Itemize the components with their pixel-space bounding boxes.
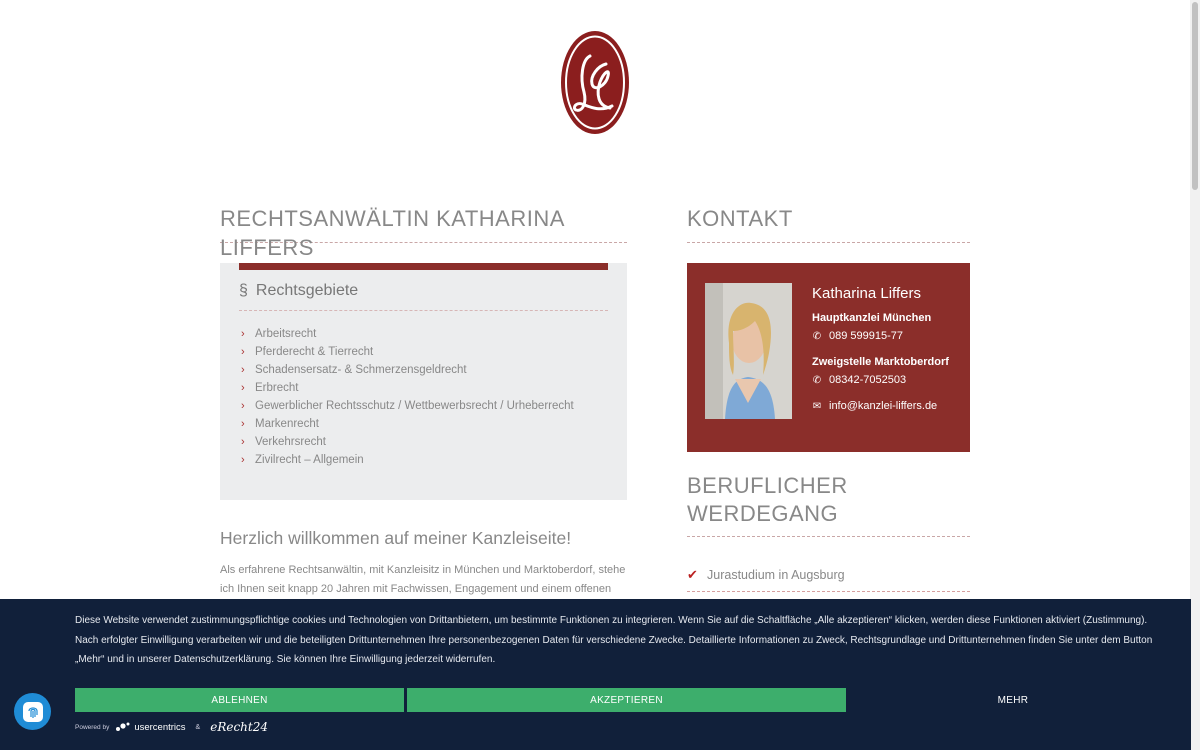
chevron-right-icon: › [241, 436, 245, 448]
contact-title: KONTAKT [687, 205, 970, 243]
portrait-photo [705, 283, 792, 419]
practice-area-item[interactable] [239, 433, 608, 451]
main-column [220, 205, 627, 618]
practice-area-label[interactable]: Pferderecht & Tierrecht [255, 346, 374, 358]
practice-area-label[interactable]: Schadensersatz- & Schmerzensgeldrecht [255, 364, 467, 376]
phone-icon: ✆ [812, 330, 822, 342]
chevron-right-icon: › [241, 382, 245, 394]
checkmark-icon: ✔ [687, 567, 698, 582]
practice-area-item[interactable] [239, 379, 608, 397]
chevron-right-icon: › [241, 328, 245, 340]
phone-icon: ✆ [812, 374, 822, 386]
ampersand: & [195, 723, 201, 731]
practice-area-item[interactable] [239, 451, 608, 469]
chevron-right-icon: › [241, 400, 245, 412]
practice-areas-heading [239, 270, 608, 311]
usercentrics-icon [115, 722, 131, 732]
practice-area-item[interactable] [239, 415, 608, 433]
page-title: RECHTSANWÄLTIN KATHARINA LIFFERS [220, 205, 627, 243]
practice-area-item[interactable] [239, 325, 608, 343]
career-item [687, 567, 970, 592]
chevron-right-icon: › [241, 418, 245, 430]
office1-phone[interactable]: 089 599915-77 [829, 330, 904, 342]
practice-areas-box [220, 263, 627, 500]
practice-area-item[interactable] [239, 397, 608, 415]
practice-area-label[interactable]: Erbrecht [255, 382, 299, 394]
email-link[interactable]: info@kanzlei-liffers.de [829, 400, 938, 412]
practice-area-item[interactable] [239, 361, 608, 379]
decline-button[interactable]: ABLEHNEN [75, 688, 404, 712]
accept-button[interactable]: AKZEPTIEREN [407, 688, 846, 712]
contact-name: Katharina Liffers [812, 285, 921, 302]
email-row[interactable] [812, 400, 952, 412]
welcome-heading: Herzlich willkommen auf meiner Kanzleiseite! [220, 528, 572, 548]
chevron-right-icon: › [241, 364, 245, 376]
practice-areas-list [239, 325, 608, 469]
contact-card [687, 263, 970, 452]
practice-area-label[interactable]: Markenrecht [255, 418, 319, 430]
cookie-text: Diese Website verwendet zustimmungspflichtige cookies und Technologien von Drittanbietern, um bestimmte Funktionen zu integrieren. Wenn Sie auf die Schaltfläche „Alle akzeptieren“ klicken, werden diese Funktionen aktiviert (Zustimmung). Nach erfolgter Einwilligung verarbeiten wir und die beteiligten Drittunternehmen Ihre personenbezogenen Daten für verschiedene Zwecke. Detaillierte Informationen zu Zweck, Rechtsgrundlage und Drittunternehmen finden Sie unter dem Button „Mehr“ und in unserer Datenschutzerklärung. Sie können Ihre Einwilligung jederzeit widerrufen. [75, 615, 1153, 665]
practice-area-item[interactable] [239, 343, 608, 361]
office1-label: Hauptkanzlei München [812, 312, 932, 324]
paragraph-icon: § [239, 282, 248, 299]
office2-phone[interactable]: 08342-7052503 [829, 374, 907, 386]
chevron-right-icon: › [241, 346, 245, 358]
office2-label: Zweigstelle Marktoberdorf [812, 356, 949, 368]
practice-area-label[interactable]: Verkehrsrecht [255, 436, 326, 448]
career-item-label: Jurastudium in Augsburg [707, 568, 845, 582]
office2-phone-row[interactable] [812, 374, 952, 386]
sidebar-column [687, 205, 970, 592]
privacy-settings-button[interactable] [14, 693, 51, 730]
career-title: BERUFLICHER WERDEGANG [687, 472, 970, 537]
practice-area-label[interactable]: Arbeitsrecht [255, 328, 317, 340]
fingerprint-icon [23, 702, 43, 722]
chevron-right-icon: › [241, 454, 245, 466]
scrollbar-thumb[interactable] [1192, 2, 1198, 190]
erecht24-logo[interactable]: eRecht24 [210, 720, 268, 734]
practice-area-label[interactable]: Gewerblicher Rechtsschutz / Wettbewerbsrecht / Urheberrecht [255, 400, 574, 412]
envelope-icon: ✉ [812, 400, 822, 412]
usercentrics-label: usercentrics [134, 721, 186, 733]
site-logo[interactable] [560, 30, 630, 135]
practice-areas-heading-label: Rechtsgebiete [255, 282, 359, 299]
powered-by-label: Powered by [75, 723, 110, 731]
contact-info [812, 283, 952, 432]
usercentrics-logo[interactable] [115, 722, 185, 733]
powered-by [75, 718, 268, 736]
office1-phone-row[interactable] [812, 330, 952, 342]
intro-paragraph: Als erfahrene Rechtsanwältin, mit Kanzleisitz in München und Marktoberdorf, stehe ich Ihnen seit knapp 20 Jahren mit Fachwissen, Engagement und einem offenen [220, 564, 626, 595]
practice-areas-accent-bar [239, 263, 608, 270]
practice-area-label[interactable]: Zivilrecht – Allgemein [255, 454, 364, 466]
more-button[interactable]: MEHR [997, 694, 1029, 706]
page-scrollbar[interactable] [1190, 0, 1200, 750]
